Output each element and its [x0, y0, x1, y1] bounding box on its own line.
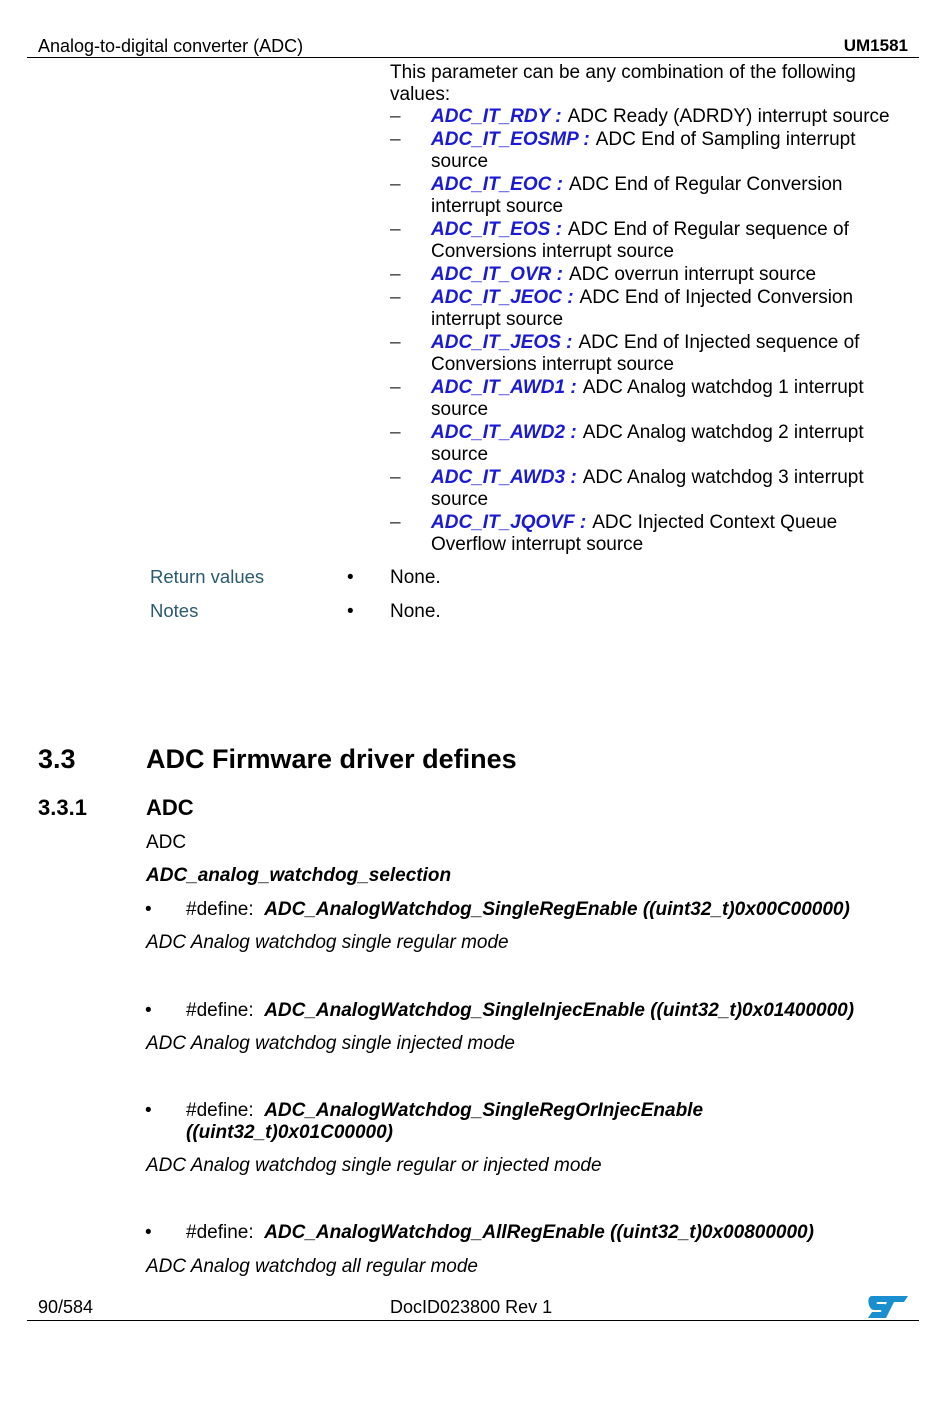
param-value-desc: ADC End of Regular sequence of Conversions interrupt source [431, 219, 849, 262]
param-value-name: ADC_IT_AWD3 : [431, 467, 577, 488]
define-description: ADC Analog watchdog all regular mode [146, 1256, 478, 1277]
param-value-item [390, 512, 900, 556]
param-value-item [390, 377, 900, 421]
return-values-value: None. [390, 567, 441, 588]
footer-page-number: 90/584 [38, 1297, 94, 1317]
param-value-item [390, 106, 900, 128]
dash-bullet: – [390, 377, 401, 398]
param-value-item [390, 467, 900, 511]
param-value-desc: ADC End of Regular Conversion interrupt source [431, 174, 843, 217]
param-value-desc: ADC End of Injected Conversion interrupt source [431, 287, 854, 330]
param-value-desc: ADC Ready (ADRDY) interrupt source [567, 106, 890, 127]
define-name: ADC_AnalogWatchdog_AllRegEnable ((uint32_t)0x00800000) [264, 1222, 814, 1243]
param-value-desc: ADC End of Injected sequence of Conversions interrupt source [431, 332, 860, 375]
define-item [186, 899, 886, 921]
param-value-name: ADC_IT_EOSMP : [431, 129, 590, 150]
dash-bullet: – [390, 174, 401, 195]
param-values-list [390, 106, 900, 557]
dash-bullet: – [390, 264, 401, 285]
param-value-item [390, 174, 900, 218]
dash-bullet: – [390, 287, 401, 308]
param-value-name: ADC_IT_OVR : [431, 264, 563, 285]
dash-bullet: – [390, 467, 401, 488]
define-prefix: #define: [186, 1100, 254, 1121]
param-value-desc: ADC Injected Context Queue Overflow interrupt source [431, 512, 838, 555]
param-value-item [390, 422, 900, 466]
define-prefix: #define: [186, 1222, 254, 1243]
define-description: ADC Analog watchdog single injected mode [146, 1033, 515, 1054]
param-value-name: ADC_IT_AWD1 : [431, 377, 577, 398]
dash-bullet: – [390, 422, 401, 443]
define-name: ADC_AnalogWatchdog_SingleRegEnable ((uint32_t)0x00C00000) [264, 899, 850, 920]
define-name: ADC_AnalogWatchdog_SingleInjecEnable ((uint32_t)0x01400000) [264, 1000, 855, 1021]
define-item [186, 1000, 886, 1022]
subsection-title: ADC [146, 795, 194, 820]
notes-label: Notes [150, 600, 199, 621]
footer-rule [27, 1320, 919, 1321]
subsection-intro: ADC [146, 832, 187, 853]
param-value-name: ADC_IT_JQOVF : [431, 512, 587, 533]
return-values-bullet: • [347, 567, 354, 588]
header-doc-id: UM1581 [843, 36, 908, 55]
st-logo-icon [866, 1294, 910, 1320]
dash-bullet: – [390, 106, 401, 127]
dash-bullet: – [390, 332, 401, 353]
header-rule [27, 57, 919, 58]
define-description: ADC Analog watchdog single regular or injected mode [146, 1155, 602, 1176]
define-prefix: #define: [186, 899, 254, 920]
param-value-desc: ADC Analog watchdog 3 interrupt source [431, 467, 864, 510]
param-value-desc: ADC Analog watchdog 2 interrupt source [431, 422, 864, 465]
define-bullet: • [145, 1222, 152, 1243]
param-value-name: ADC_IT_RDY : [431, 106, 562, 127]
define-name: ADC_AnalogWatchdog_SingleRegOrInjecEnable ((uint32_t)0x01C00000) [186, 1100, 704, 1143]
group-title: ADC_analog_watchdog_selection [146, 865, 452, 886]
param-value-name: ADC_IT_JEOS : [431, 332, 573, 353]
define-item [186, 1100, 726, 1144]
params-intro: This parameter can be any combination of the following values: [390, 62, 856, 105]
header-section-title: Analog-to-digital converter (ADC) [38, 36, 304, 56]
define-description: ADC Analog watchdog single regular mode [146, 932, 509, 953]
param-value-name: ADC_IT_JEOC : [431, 287, 574, 308]
define-bullet: • [145, 1100, 152, 1121]
section-title: ADC Firmware driver defines [146, 744, 517, 774]
define-bullet: • [145, 1000, 152, 1021]
param-value-desc: ADC overrun interrupt source [568, 264, 817, 285]
section-number: 3.3 [38, 744, 76, 774]
param-value-desc: ADC End of Sampling interrupt source [431, 129, 856, 172]
param-value-desc: ADC Analog watchdog 1 interrupt source [431, 377, 864, 420]
param-value-name: ADC_IT_EOC : [431, 174, 563, 195]
param-value-item [390, 287, 900, 331]
dash-bullet: – [390, 129, 401, 150]
subsection-number: 3.3.1 [38, 795, 87, 820]
notes-bullet: • [347, 601, 354, 622]
return-values-label: Return values [150, 566, 265, 587]
param-value-item [390, 219, 900, 263]
param-value-name: ADC_IT_EOS : [431, 219, 562, 240]
dash-bullet: – [390, 512, 401, 533]
param-value-item [390, 332, 900, 376]
dash-bullet: – [390, 219, 401, 240]
define-item [186, 1222, 886, 1244]
define-bullet: • [145, 899, 152, 920]
notes-value: None. [390, 601, 441, 622]
param-value-item [390, 129, 900, 173]
param-value-name: ADC_IT_AWD2 : [431, 422, 577, 443]
define-prefix: #define: [186, 1000, 254, 1021]
footer-doc-id: DocID023800 Rev 1 [390, 1297, 553, 1317]
param-value-item [390, 264, 900, 286]
